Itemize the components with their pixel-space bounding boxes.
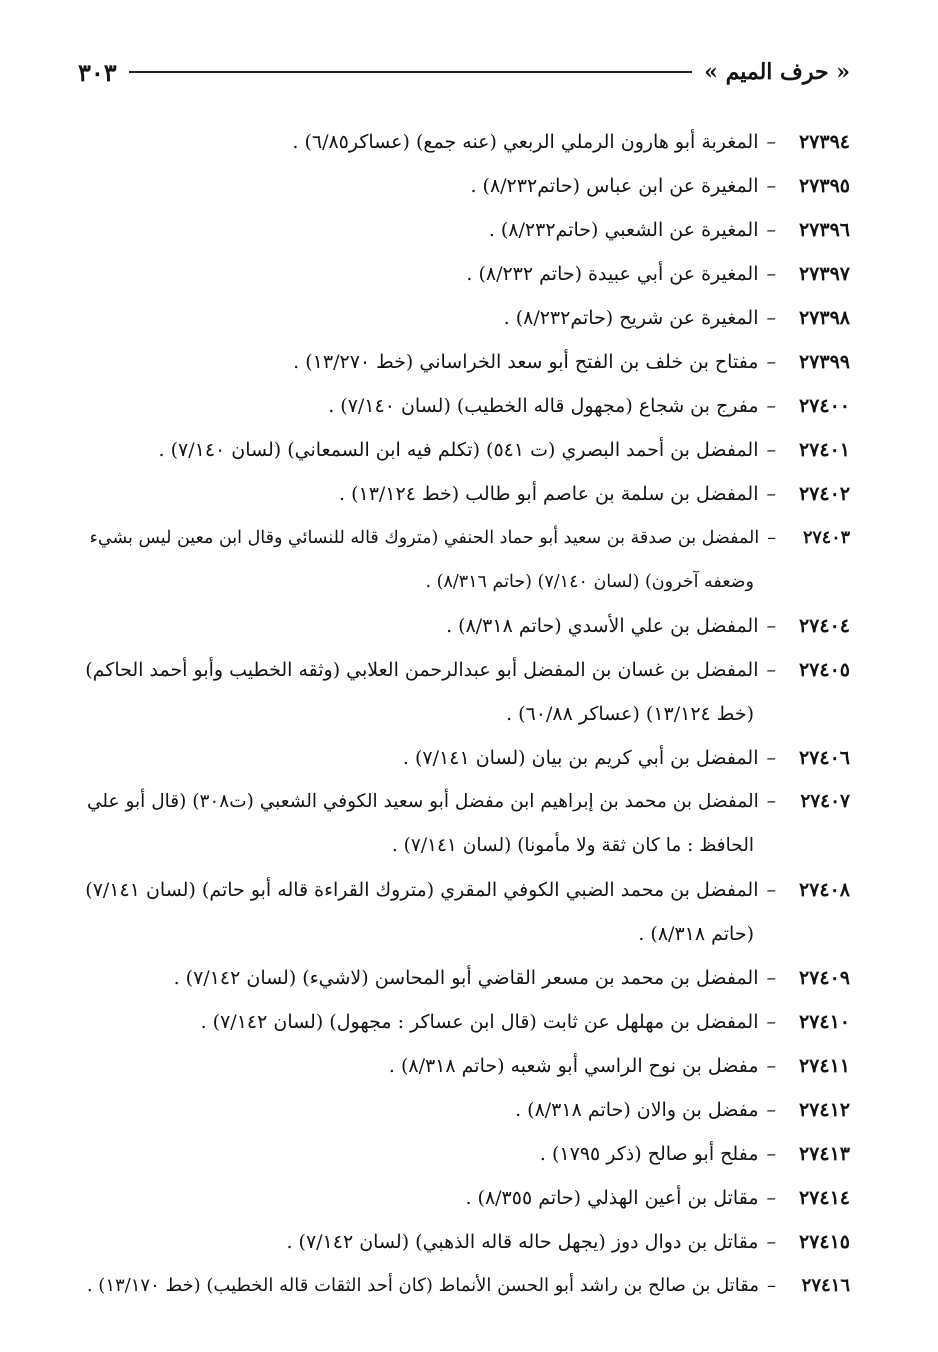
entry-number: ٢٧٣٩٥ <box>798 175 850 197</box>
entry-number: ٢٧٤١٠ <box>798 1011 850 1033</box>
entry-text: المفضل بن صدقة بن سعيد أبو حماد الحنفي (متروك قاله للنسائي وقال ابن معين ليس بشيء <box>89 528 760 548</box>
entry-number: ٢٧٤١٣ <box>798 1143 850 1165</box>
list-item <box>78 648 850 736</box>
entry-dash: – <box>766 1055 776 1077</box>
list-item <box>78 604 850 648</box>
entry-dash: – <box>766 483 776 505</box>
entry-text: المفضل بن غسان بن المفضل أبو عبدالرحمن العلابي (وثقه الخطيب وأبو أحمد الحاكم) <box>85 659 759 681</box>
entry-dash: – <box>767 528 776 548</box>
entry-dash: – <box>766 439 776 461</box>
entry-number: ٢٧٤٠٤ <box>798 615 850 637</box>
entry-number: ٢٧٤٠٦ <box>798 747 850 769</box>
list-item <box>78 252 850 296</box>
entry-number: ٢٧٣٩٦ <box>798 219 850 241</box>
page-number: ٣٠٣ <box>78 57 117 87</box>
list-item <box>78 1176 850 1220</box>
entry-dash: – <box>766 175 776 197</box>
entry-text: المفضل بن سلمة بن عاصم أبو طالب (خط ١٣/١٢٤) . <box>338 483 759 505</box>
list-item <box>78 1000 850 1044</box>
entry-number: ٢٧٤١٥ <box>798 1231 850 1253</box>
entry-dash: – <box>766 263 776 285</box>
entry-list <box>78 120 850 1308</box>
entry-text: المفضل بن محمد الضبي الكوفي المقري (متروك القراءة قاله أبو حاتم) (لسان ٧/١٤١) <box>85 879 759 901</box>
entry-dash: – <box>766 307 776 329</box>
list-item <box>78 164 850 208</box>
entry-text: المفضل بن علي الأسدي (حاتم ٨/٣١٨) . <box>446 615 759 637</box>
entry-dash: – <box>766 659 776 681</box>
entry-number: ٢٧٤٠٥ <box>798 659 850 681</box>
entry-text: المغيرة عن أبي عبيدة (حاتم ٨/٢٣٢) . <box>466 263 759 285</box>
entry-dash: – <box>766 219 776 241</box>
entry-number: ٢٧٤١١ <box>798 1055 850 1077</box>
list-item <box>78 1264 850 1308</box>
entry-number: ٢٧٤٠١ <box>798 439 850 461</box>
entry-continuation: وضعفه آخرون) (لسان ٧/١٤٠) (حاتم ٨/٣١٦) . <box>425 572 754 592</box>
entry-dash: – <box>766 967 776 989</box>
list-item <box>78 384 850 428</box>
entry-text: المغيرة عن ابن عباس (حاتم٨/٢٣٢) . <box>470 175 759 197</box>
entry-text: المغربة أبو هارون الرملي الربعي (عنه جمع) (عساكر٦/٨٥) . <box>292 131 759 153</box>
entry-number: ٢٧٤٠٩ <box>798 967 850 989</box>
entry-number: ٢٧٣٩٧ <box>798 263 850 285</box>
entry-dash: – <box>766 791 776 812</box>
entry-number: ٢٧٤١٤ <box>798 1187 850 1209</box>
entry-dash: – <box>766 1143 776 1165</box>
entry-dash: – <box>766 1099 776 1121</box>
list-item <box>78 120 850 164</box>
entry-number: ٢٧٤٠٨ <box>798 879 850 901</box>
list-item <box>78 516 850 604</box>
entry-number: ٢٧٣٩٨ <box>798 307 850 329</box>
entry-text: مفضل بن نوح الراسي أبو شعبه (حاتم ٨/٣١٨) . <box>388 1055 759 1077</box>
page-header <box>78 52 850 92</box>
entry-number: ٢٧٤١٦ <box>801 1275 850 1296</box>
list-item <box>78 340 850 384</box>
list-item <box>78 472 850 516</box>
list-item <box>78 1044 850 1088</box>
entry-dash: – <box>766 1187 776 1209</box>
entry-text: المفضل بن أبي كريم بن بيان (لسان ٧/١٤١) . <box>402 747 759 769</box>
entry-text: المفضل بن محمد بن إبراهيم ابن مفضل أبو سعيد الكوفي الشعبي (ت٣٠٨) (قال أبو علي <box>87 791 759 812</box>
entry-number: ٢٧٤١٢ <box>798 1099 850 1121</box>
entry-text: مفرج بن شجاع (مجهول قاله الخطيب) (لسان ٧/١٤٠) . <box>328 395 759 417</box>
entry-dash: – <box>766 1011 776 1033</box>
list-item <box>78 1088 850 1132</box>
entry-number: ٢٧٣٩٤ <box>798 131 850 153</box>
entry-continuation: الحافظ : ما كان ثقة ولا مأمونا) (لسان ٧/١٤١) . <box>391 835 754 856</box>
entry-text: مفتاح بن خلف بن الفتح أبو سعد الخراساني (خط ١٣/٢٧٠) . <box>293 351 759 373</box>
entry-continuation: (خط ١٣/١٢٤) (عساكر ٦٠/٨٨) . <box>506 703 754 725</box>
entry-number: ٢٧٤٠٢ <box>798 483 850 505</box>
entry-text: مقاتل بن أعين الهذلي (حاتم ٨/٣٥٥) . <box>465 1187 759 1209</box>
header-rule <box>129 71 692 73</box>
list-item <box>78 736 850 780</box>
entry-dash: – <box>766 747 776 769</box>
entry-number: ٢٧٣٩٩ <box>798 351 850 373</box>
entry-dash: – <box>766 351 776 373</box>
list-item <box>78 868 850 956</box>
list-item <box>78 1132 850 1176</box>
entry-dash: – <box>766 395 776 417</box>
entry-text: المفضل بن محمد بن مسعر القاضي أبو المحاسن (لاشيء) (لسان ٧/١٤٢) . <box>173 967 759 989</box>
entry-text: مقاتل بن صالح بن راشد أبو الحسن الأنماط (كان أحد الثقات قاله الخطيب) (خط ١٣/١٧٠) . <box>86 1275 759 1296</box>
list-item <box>78 780 850 868</box>
entry-text: مقاتل بن دوال دوز (يجهل حاله قاله الذهبي) (لسان ٧/١٤٢) . <box>286 1231 759 1253</box>
entry-text: المغيرة عن الشعبي (حاتم٨/٢٣٢) . <box>488 219 759 241</box>
entry-dash: – <box>767 1275 776 1296</box>
entry-dash: – <box>766 615 776 637</box>
list-item <box>78 956 850 1000</box>
entry-number: ٢٧٤٠٣ <box>803 528 850 548</box>
entry-text: المفضل بن أحمد البصري (ت ٥٤١) (تكلم فيه ابن السمعاني) (لسان ٧/١٤٠) . <box>158 439 759 461</box>
entry-continuation: (حاتم ٨/٣١٨) . <box>638 923 754 945</box>
entry-text: مفضل بن والان (حاتم ٨/٣١٨) . <box>515 1099 759 1121</box>
entry-dash: – <box>766 131 776 153</box>
entry-number: ٢٧٤٠٠ <box>798 395 850 417</box>
entry-text: المغيرة عن شريح (حاتم٨/٢٣٢) . <box>503 307 759 329</box>
list-item <box>78 296 850 340</box>
entry-text: مفلح أبو صالح (ذكر ١٧٩٥) . <box>539 1143 759 1165</box>
chapter-title: « حرف الميم » <box>704 59 850 85</box>
entry-dash: – <box>766 1231 776 1253</box>
list-item <box>78 208 850 252</box>
entry-text: المفضل بن مهلهل عن ثابت (قال ابن عساكر : مجهول) (لسان ٧/١٤٢) . <box>200 1011 759 1033</box>
list-item <box>78 1220 850 1264</box>
entry-dash: – <box>766 879 776 901</box>
entry-number: ٢٧٤٠٧ <box>800 791 850 812</box>
list-item <box>78 428 850 472</box>
